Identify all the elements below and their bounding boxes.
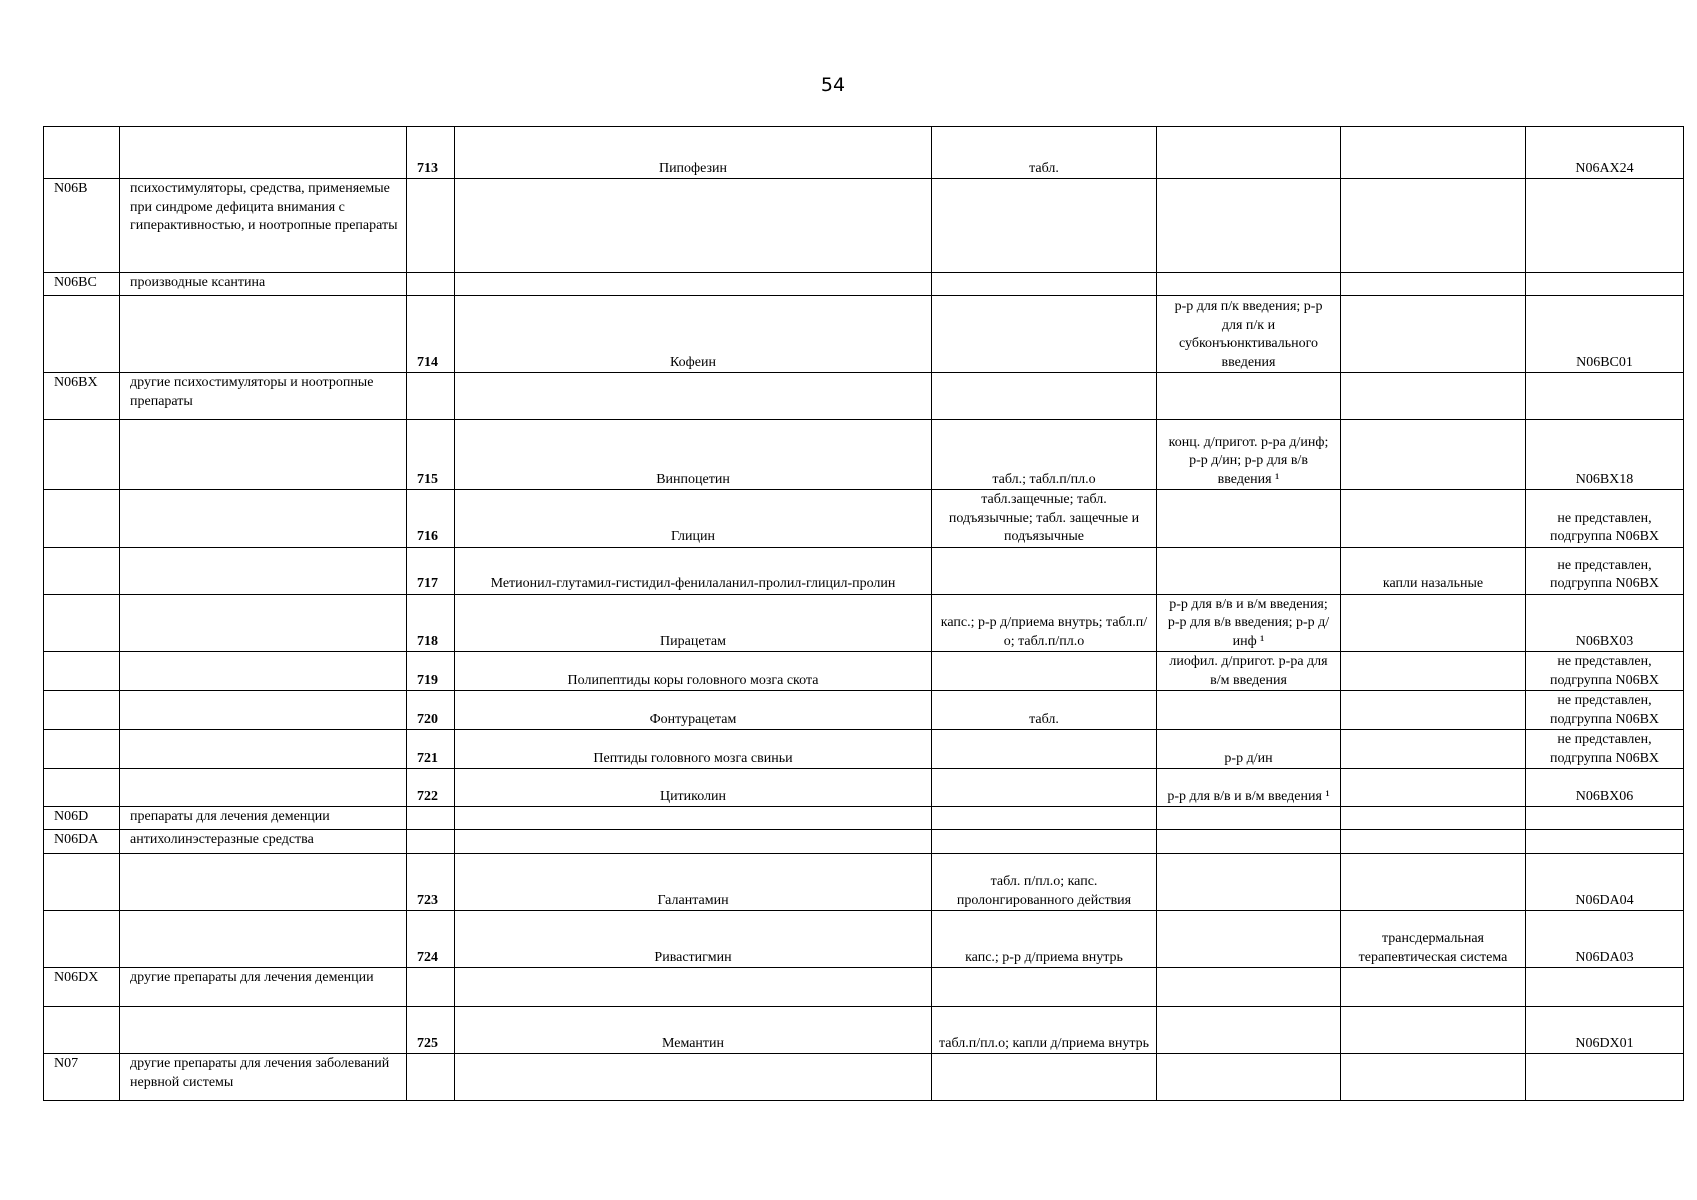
oral-forms-cell [932,807,1157,830]
drug-name-cell [455,1054,932,1101]
injection-forms [1157,691,1341,730]
drug-name-cell [455,373,932,420]
injection-forms-cell [1157,830,1341,854]
drug-row [44,730,1684,769]
injection-forms [1157,854,1341,911]
oral-forms [932,652,1157,691]
group-description [120,296,407,373]
atc-code-cell [1526,830,1684,854]
atc-group-code [44,420,120,490]
drug-row [44,691,1684,730]
other-forms [1341,1007,1526,1054]
oral-forms-cell [932,830,1157,854]
group-description [120,127,407,179]
group-description [120,911,407,968]
injection-forms-cell [1157,179,1341,273]
other-forms-cell [1341,273,1526,296]
group-description: препараты для лечения деменции [120,807,407,830]
drug-name: Пирацетам [455,594,932,652]
injection-forms-cell [1157,373,1341,420]
oral-forms: табл.защечные; табл. подъязычные; табл. защечные и подъязычные [932,490,1157,548]
other-forms-cell [1341,807,1526,830]
other-forms-cell [1341,830,1526,854]
drug-row [44,911,1684,968]
group-row [44,968,1684,1007]
atc-code: не представлен, подгруппа N06BX [1526,691,1684,730]
atc-group-code: N06BX [44,373,120,420]
group-row [44,830,1684,854]
group-row [44,179,1684,273]
number-cell [407,968,455,1007]
group-description [120,691,407,730]
atc-group-code [44,652,120,691]
drug-name-cell [455,273,932,296]
drug-row [44,1007,1684,1054]
atc-code: N06BC01 [1526,296,1684,373]
atc-code: N06AX24 [1526,127,1684,179]
atc-code: не представлен, подгруппа N06BX [1526,652,1684,691]
atc-group-code: N06BC [44,273,120,296]
drug-name: Пипофезин [455,127,932,179]
oral-forms [932,547,1157,594]
group-description [120,420,407,490]
atc-group-code [44,127,120,179]
other-forms [1341,296,1526,373]
injection-forms [1157,1007,1341,1054]
drug-name: Фонтурацетам [455,691,932,730]
other-forms [1341,490,1526,548]
row-number: 713 [407,127,455,179]
other-forms [1341,652,1526,691]
atc-group-code: N06DA [44,830,120,854]
injection-forms: р-р для п/к введения; р-р для п/к и субконъюнктивального введения [1157,296,1341,373]
row-number: 720 [407,691,455,730]
atc-code: N06BX18 [1526,420,1684,490]
row-number: 722 [407,769,455,807]
atc-group-code: N06D [44,807,120,830]
atc-group-code [44,490,120,548]
drug-row [44,420,1684,490]
other-forms: трансдермальная терапевтическая система [1341,911,1526,968]
group-description [120,730,407,769]
group-description: психостимуляторы, средства, применяемые при синдроме дефицита внимания с гиперактивностью, и ноотропные препараты [120,179,407,273]
drug-name: Глицин [455,490,932,548]
row-number: 715 [407,420,455,490]
oral-forms-cell [932,373,1157,420]
oral-forms: табл. п/пл.о; капс. пролонгированного действия [932,854,1157,911]
atc-code: не представлен, подгруппа N06BX [1526,547,1684,594]
injection-forms [1157,547,1341,594]
injection-forms-cell [1157,968,1341,1007]
group-description: антихолинэстеразные средства [120,830,407,854]
drug-name-cell [455,968,932,1007]
injection-forms: р-р для в/в и в/м введения ¹ [1157,769,1341,807]
atc-code-cell [1526,273,1684,296]
drug-name-cell [455,830,932,854]
atc-code-cell [1526,373,1684,420]
injection-forms-cell [1157,273,1341,296]
number-cell [407,373,455,420]
group-description [120,1007,407,1054]
injection-forms: лиофил. д/пригот. р-ра для в/м введения [1157,652,1341,691]
atc-group-code [44,296,120,373]
atc-code: N06DX01 [1526,1007,1684,1054]
drug-registry-table [43,126,1684,1101]
row-number: 718 [407,594,455,652]
drug-name: Галантамин [455,854,932,911]
other-forms-cell [1341,968,1526,1007]
other-forms [1341,730,1526,769]
drug-row [44,594,1684,652]
group-row [44,807,1684,830]
number-cell [407,807,455,830]
drug-name-cell [455,179,932,273]
atc-code: N06BX06 [1526,769,1684,807]
drug-row [44,652,1684,691]
group-description [120,490,407,548]
group-description: другие препараты для лечения деменции [120,968,407,1007]
drug-name: Метионил-глутамил-гистидил-фенилаланил-пролил-глицил-пролин [455,547,932,594]
number-cell [407,1054,455,1101]
other-forms [1341,127,1526,179]
atc-code: N06DA03 [1526,911,1684,968]
group-row [44,373,1684,420]
oral-forms: капс.; р-р д/приема внутрь [932,911,1157,968]
oral-forms [932,769,1157,807]
atc-group-code [44,854,120,911]
drug-name-cell [455,807,932,830]
other-forms-cell [1341,373,1526,420]
atc-code: N06DA04 [1526,854,1684,911]
atc-group-code [44,594,120,652]
atc-group-code [44,691,120,730]
group-description [120,652,407,691]
atc-code-cell [1526,968,1684,1007]
oral-forms: табл. [932,691,1157,730]
oral-forms [932,296,1157,373]
drug-name: Мемантин [455,1007,932,1054]
injection-forms [1157,911,1341,968]
group-description: другие психостимуляторы и ноотропные препараты [120,373,407,420]
oral-forms-cell [932,179,1157,273]
row-number: 723 [407,854,455,911]
row-number: 719 [407,652,455,691]
group-row [44,1054,1684,1101]
injection-forms [1157,127,1341,179]
drug-row [44,547,1684,594]
other-forms [1341,420,1526,490]
drug-name: Кофеин [455,296,932,373]
number-cell [407,273,455,296]
atc-code: не представлен, подгруппа N06BX [1526,490,1684,548]
drug-row [44,296,1684,373]
atc-code-cell [1526,1054,1684,1101]
group-row [44,273,1684,296]
atc-code: N06BX03 [1526,594,1684,652]
atc-group-code: N06DX [44,968,120,1007]
injection-forms: р-р д/ин [1157,730,1341,769]
oral-forms: табл. [932,127,1157,179]
group-description [120,769,407,807]
other-forms [1341,769,1526,807]
row-number: 724 [407,911,455,968]
drug-row [44,127,1684,179]
injection-forms-cell [1157,1054,1341,1101]
other-forms [1341,854,1526,911]
atc-group-code [44,547,120,594]
injection-forms [1157,490,1341,548]
other-forms [1341,594,1526,652]
atc-code-cell [1526,179,1684,273]
page-number: 54 [820,74,846,96]
atc-group-code [44,911,120,968]
group-description: другие препараты для лечения заболеваний нервной системы [120,1054,407,1101]
drug-name: Полипептиды коры головного мозга скота [455,652,932,691]
group-description [120,547,407,594]
group-description [120,854,407,911]
atc-group-code: N06B [44,179,120,273]
row-number: 714 [407,296,455,373]
row-number: 717 [407,547,455,594]
other-forms: капли назальные [1341,547,1526,594]
number-cell [407,179,455,273]
group-description [120,594,407,652]
drug-name: Винпоцетин [455,420,932,490]
atc-code: не представлен, подгруппа N06BX [1526,730,1684,769]
drug-name: Пептиды головного мозга свиньи [455,730,932,769]
oral-forms: табл.п/пл.о; капли д/приема внутрь [932,1007,1157,1054]
oral-forms [932,730,1157,769]
oral-forms: капс.; р-р д/приема внутрь; табл.п/о; табл.п/пл.о [932,594,1157,652]
atc-group-code: N07 [44,1054,120,1101]
atc-group-code [44,769,120,807]
row-number: 716 [407,490,455,548]
row-number: 725 [407,1007,455,1054]
group-description: производные ксантина [120,273,407,296]
drug-row [44,769,1684,807]
drug-row [44,854,1684,911]
atc-group-code [44,730,120,769]
atc-group-code [44,1007,120,1054]
oral-forms: табл.; табл.п/пл.о [932,420,1157,490]
oral-forms-cell [932,1054,1157,1101]
row-number: 721 [407,730,455,769]
injection-forms: конц. д/пригот. р-ра д/инф; р-р д/ин; р-р для в/в введения ¹ [1157,420,1341,490]
drug-row [44,490,1684,548]
drug-name: Цитиколин [455,769,932,807]
atc-code-cell [1526,807,1684,830]
other-forms [1341,691,1526,730]
oral-forms-cell [932,273,1157,296]
number-cell [407,830,455,854]
drug-name: Ривастигмин [455,911,932,968]
other-forms-cell [1341,179,1526,273]
other-forms-cell [1341,1054,1526,1101]
injection-forms: р-р для в/в и в/м введения; р-р для в/в введения; р-р д/инф ¹ [1157,594,1341,652]
oral-forms-cell [932,968,1157,1007]
injection-forms-cell [1157,807,1341,830]
